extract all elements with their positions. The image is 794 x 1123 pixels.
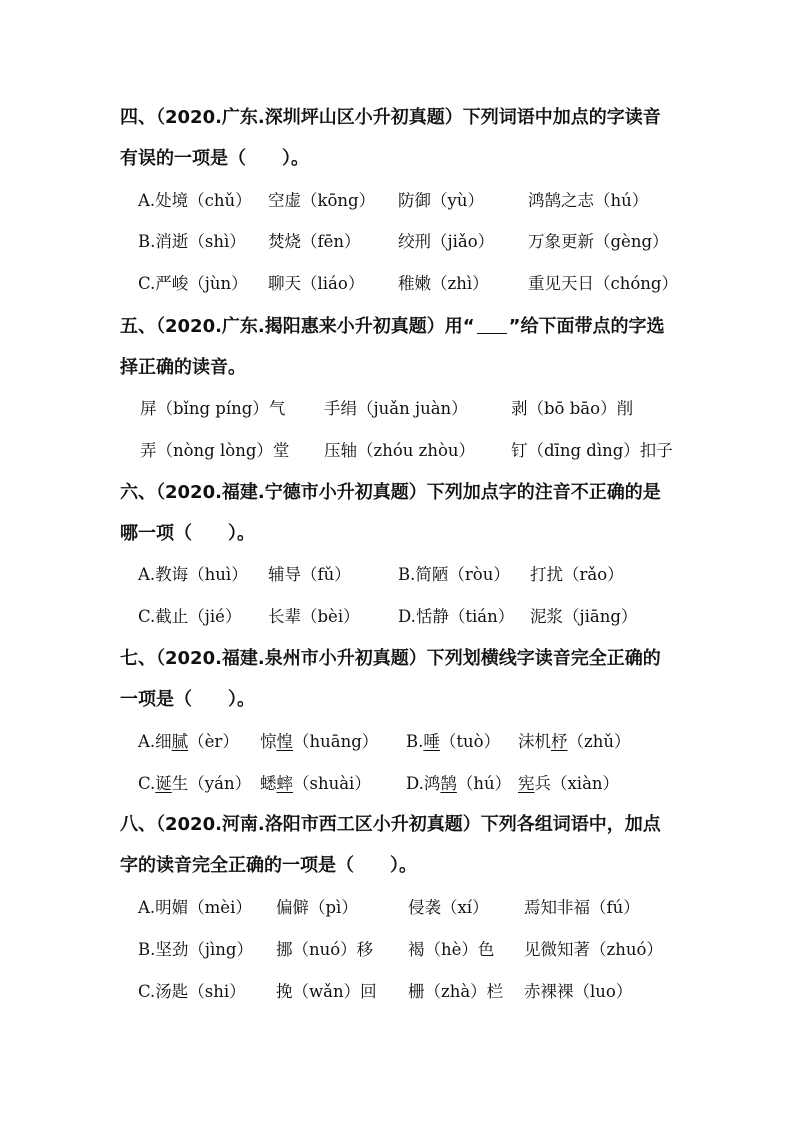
option-text: 兵（xiàn） bbox=[534, 774, 620, 793]
option-item: 万象更新（gèng） bbox=[528, 232, 669, 251]
option-item: 挽（wǎn）回 bbox=[276, 982, 377, 1001]
option-text: 沫机 bbox=[518, 732, 551, 751]
option-item: B.消逝（shì） bbox=[138, 232, 246, 251]
question-5-row-1 bbox=[140, 388, 645, 429]
option-text: A.细 bbox=[138, 732, 172, 751]
option-item: 焚烧（fēn） bbox=[268, 232, 361, 251]
option-item: C.汤匙（shi） bbox=[138, 982, 246, 1001]
question-4-option-c bbox=[138, 263, 690, 304]
option-item: 稚嫩（zhì） bbox=[398, 274, 489, 293]
question-7-line2: 一项是（ ）。 bbox=[120, 689, 255, 710]
option-item: 栅（zhà）栏 bbox=[408, 982, 504, 1001]
option-item bbox=[406, 721, 506, 762]
underlined-char: 腻 bbox=[171, 732, 189, 751]
option-item bbox=[138, 721, 248, 762]
option-item bbox=[518, 721, 630, 762]
question-4-line1: 四、（2020.广东.深圳坪山区小升初真题）下列词语中加点的字读音 bbox=[120, 107, 661, 128]
option-text: （hú） bbox=[456, 774, 512, 793]
option-item: C.截止（jié） bbox=[138, 607, 242, 626]
question-5-line1-post: ”给下面带点的字选 bbox=[508, 316, 665, 337]
question-7 bbox=[120, 638, 680, 720]
option-text: （zhǔ） bbox=[567, 732, 631, 751]
question-4-option-a bbox=[138, 180, 660, 221]
pinyin-choice: 钉（dīng dìng）扣子 bbox=[511, 441, 673, 460]
pinyin-choice: 手绢（juǎn juàn） bbox=[324, 399, 468, 418]
option-text: 生（yán） bbox=[171, 774, 252, 793]
question-7-option-cd bbox=[138, 763, 631, 804]
option-item: B.简陋（ròu） bbox=[398, 565, 510, 584]
underlined-char: 诞 bbox=[155, 774, 172, 793]
question-5-row-2 bbox=[140, 430, 685, 471]
option-item bbox=[406, 763, 512, 804]
option-item: 褐（hè）色 bbox=[408, 940, 495, 959]
option-item: D.恬静（tián） bbox=[398, 607, 515, 626]
question-8 bbox=[120, 804, 680, 886]
option-item: 辅导（fǔ） bbox=[268, 565, 351, 584]
option-item: 打扰（rǎo） bbox=[530, 565, 624, 584]
question-8-option-a bbox=[138, 887, 652, 928]
option-text: D.鸿 bbox=[406, 774, 441, 793]
option-item: B.坚劲（jìng） bbox=[138, 940, 253, 959]
option-item bbox=[260, 763, 394, 804]
option-item: 防御（yù） bbox=[398, 191, 484, 210]
option-item: A.明媚（mèi） bbox=[138, 898, 252, 917]
option-item: 聊天（liáo） bbox=[268, 274, 365, 293]
option-item: 绞刑（jiǎo） bbox=[398, 232, 495, 251]
question-4-line2: 有误的一项是（ ）。 bbox=[120, 148, 309, 169]
option-text: （huāng） bbox=[293, 732, 379, 751]
option-item: 空虚（kōng） bbox=[268, 191, 376, 210]
option-item: 赤裸裸（luo） bbox=[524, 982, 633, 1001]
question-6 bbox=[120, 472, 680, 554]
option-item: 偏僻（pì） bbox=[276, 898, 358, 917]
question-8-option-b bbox=[138, 929, 675, 970]
underlined-char: 惶 bbox=[276, 732, 293, 751]
option-item: 泥浆（jiāng） bbox=[530, 607, 638, 626]
option-item bbox=[138, 763, 252, 804]
question-6-option-cd bbox=[138, 596, 649, 637]
question-8-line1: 八、（2020.河南.洛阳市西工区小升初真题）下列各组词语中，加点 bbox=[120, 814, 661, 835]
underlined-char: 唾 bbox=[423, 732, 440, 751]
question-6-line1: 六、（2020.福建.宁德市小升初真题）下列加点字的注音不正确的是 bbox=[120, 482, 661, 503]
option-text: （tuò） bbox=[439, 732, 501, 751]
option-text: C. bbox=[138, 774, 156, 793]
question-5-line1 bbox=[120, 306, 680, 347]
option-item: 重见天日（chóng） bbox=[528, 274, 678, 293]
option-text: 惊 bbox=[260, 732, 277, 751]
question-5-line2: 择正确的读音。 bbox=[120, 357, 246, 378]
question-6-line2: 哪一项（ ）。 bbox=[120, 523, 255, 544]
option-text: B. bbox=[406, 732, 424, 751]
option-item: A.处境（chǔ） bbox=[138, 191, 252, 210]
option-item bbox=[518, 763, 619, 804]
pinyin-choice: 压轴（zhóu zhòu） bbox=[324, 441, 476, 460]
question-8-option-c bbox=[138, 971, 644, 1012]
option-item: 长辈（bèi） bbox=[268, 607, 360, 626]
answer-blank bbox=[477, 315, 507, 334]
option-item bbox=[260, 721, 394, 762]
question-8-line2: 字的读音完全正确的一项是（ ）。 bbox=[120, 855, 417, 876]
question-7-line1: 七、（2020.福建.泉州市小升初真题）下列划横线字读音完全正确的 bbox=[120, 648, 661, 669]
option-text: （èr） bbox=[188, 732, 239, 751]
pinyin-choice: 屏（bǐng píng）气 bbox=[140, 399, 286, 418]
underlined-char: 宪 bbox=[518, 774, 535, 793]
option-text: （shuài） bbox=[293, 774, 371, 793]
pinyin-choice: 剥（bō bāo）削 bbox=[511, 399, 634, 418]
question-7-option-ab bbox=[138, 721, 642, 762]
option-item: A.教诲（huì） bbox=[138, 565, 248, 584]
underlined-char: 蟀 bbox=[276, 774, 293, 793]
option-item: 挪（nuó）移 bbox=[276, 940, 374, 959]
question-5 bbox=[120, 306, 680, 388]
underlined-char: 杼 bbox=[551, 732, 568, 751]
option-item: 侵袭（xí） bbox=[408, 898, 489, 917]
pinyin-choice: 弄（nòng lòng）堂 bbox=[140, 441, 290, 460]
question-4 bbox=[120, 97, 680, 179]
question-4-option-b bbox=[138, 221, 681, 262]
option-item: 焉知非福（fú） bbox=[524, 898, 640, 917]
question-5-line1-pre: 五、（2020.广东.揭阳惠来小升初真题）用“ bbox=[120, 316, 475, 337]
option-item: 见微知著（zhuó） bbox=[524, 940, 663, 959]
question-6-option-ab bbox=[138, 554, 636, 595]
option-text: 蟋 bbox=[260, 774, 277, 793]
option-item: 鸿鹄之志（hú） bbox=[528, 191, 649, 210]
underlined-char: 鹄 bbox=[440, 774, 457, 793]
option-item: C.严峻（jùn） bbox=[138, 274, 248, 293]
